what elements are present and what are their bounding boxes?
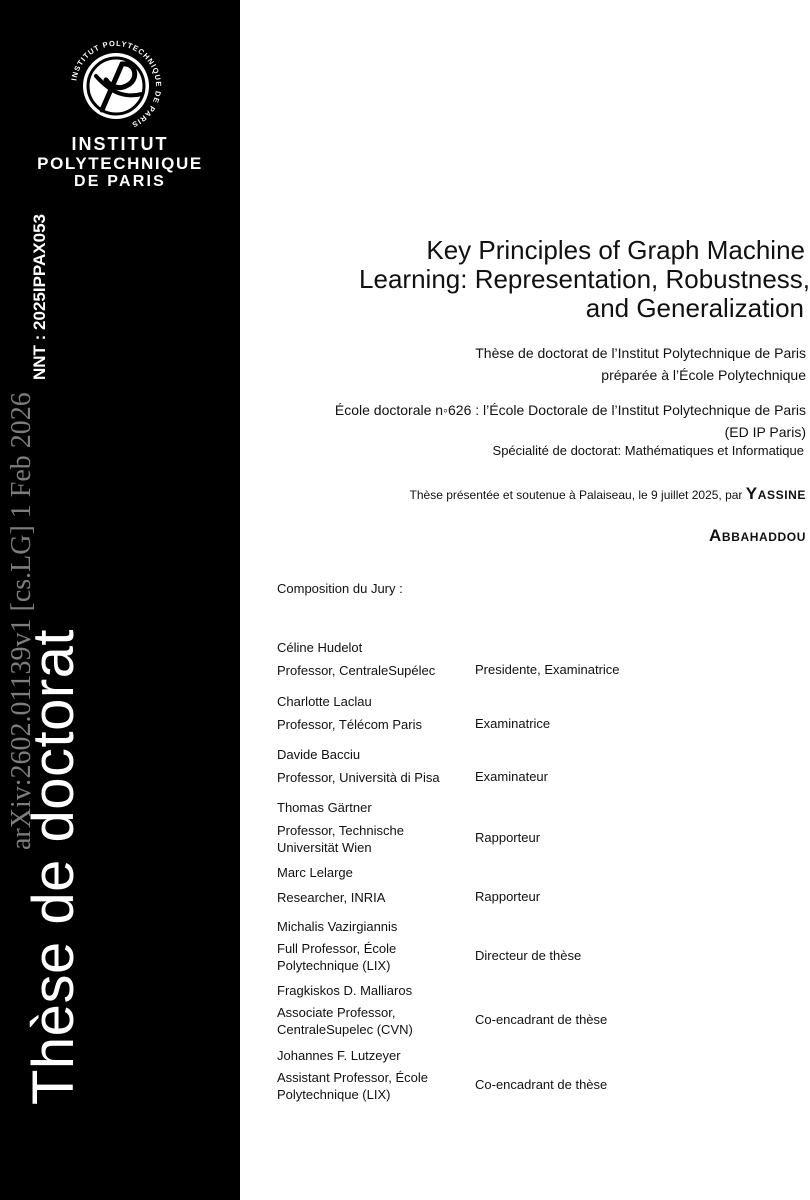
jury-member [277,982,697,1037]
jury-member-name: Thomas Gärtner [277,800,372,815]
defense-statement [410,484,806,504]
jury-member-name: Céline Hudelot [277,640,363,655]
institution-name-line-3: DE PARIS [74,173,166,190]
jury-member-role: Directeur de thèse [475,948,582,963]
jury-member-role: Co-encadrant de thèse [475,1012,608,1027]
jury-member-affiliation: Associate Professor, CentraleSupelec (CVN) [277,1005,413,1037]
jury-member-role: Co-encadrant de thèse [475,1077,608,1092]
doctoral-school-line-2: (ED IP Paris) [724,424,806,440]
jury-member-name: Fragkiskos D. Malliaros [277,983,413,998]
jury-member-name: Marc Lelarge [277,865,353,880]
institution-name-line-1: INSTITUT [71,134,169,154]
jury-member-name: Johannes F. Lutzeyer [277,1048,401,1063]
thesis-title [270,236,810,323]
doctoral-school-line-1: École doctorale n◦626 : l’École Doctorale de l’Institut Polytechnique de Paris [334,402,806,418]
author-last-name: Abbahaddou [709,526,806,545]
jury-member-name: Michalis Vazirgiannis [277,919,398,934]
title-line-3: and Generalization [585,293,804,323]
doctoral-specialty: Spécialité de doctorat: Mathématiques et Informatique [492,443,804,458]
jury-member-role: Examinatrice [475,716,551,731]
thesis-subtitle-line-2: préparée à l’École Polytechnique [601,367,806,383]
jury-member-affiliation: Professor, CentraleSupélec [277,663,436,678]
title-line-1: Key Principles of Graph Machine [426,235,805,265]
jury-member [277,746,697,785]
jury-member-role: Presidente, Examinatrice [475,662,620,677]
defense-text: Thèse présentée et soutenue à Palaiseau, le 9 juillet 2025, par [409,488,743,502]
jury-member-affiliation: Researcher, INRIA [277,890,386,905]
jury-member-affiliation: Professor, Technische Universität Wien [277,823,404,855]
jury-member-affiliation: Professor, Università di Pisa [277,770,440,785]
author-first-name: Yassine [745,484,806,503]
thesis-subtitle-line-1: Thèse de doctorat de l’Institut Polytechnique de Paris [475,345,806,361]
jury-member [277,639,697,678]
jury-member-affiliation: Assistant Professor, École Polytechnique (LIX) [277,1070,429,1102]
logo-ring-text: INSTITUT POLYTECHNIQUE DE PARIS [69,38,164,130]
jury-member-affiliation: Full Professor, École Polytechnique (LIX) [277,941,397,973]
jury-member-role: Rapporteur [475,889,541,904]
jury-member-role: Rapporteur [475,830,541,845]
jury-member [277,799,697,855]
institut-polytechnique-logo [66,36,166,136]
jury-member-role: Examinateur [475,769,548,784]
left-band [0,0,240,1200]
institution-name-line-2: POLYTECHNIQUE [37,154,203,173]
jury-member-name: Davide Bacciu [277,747,361,762]
jury-member [277,864,697,905]
title-line-2: Learning: Representation, Robustness, [359,264,810,294]
jury-member [277,693,697,732]
jury-member [277,1047,697,1102]
nnt-number: NNT : 2025IPPAX053 [30,214,49,380]
jury-heading: Composition du Jury : [277,581,403,596]
arxiv-stamp: arXiv:2602.01139v1 [cs.LG] 1 Feb 2026 [6,392,37,850]
jury-member-name: Charlotte Laclau [277,694,372,709]
jury-member-affiliation: Professor, Télécom Paris [277,717,422,732]
jury-member [277,918,697,973]
document-type-title: Thèse de doctorat [21,628,86,1105]
